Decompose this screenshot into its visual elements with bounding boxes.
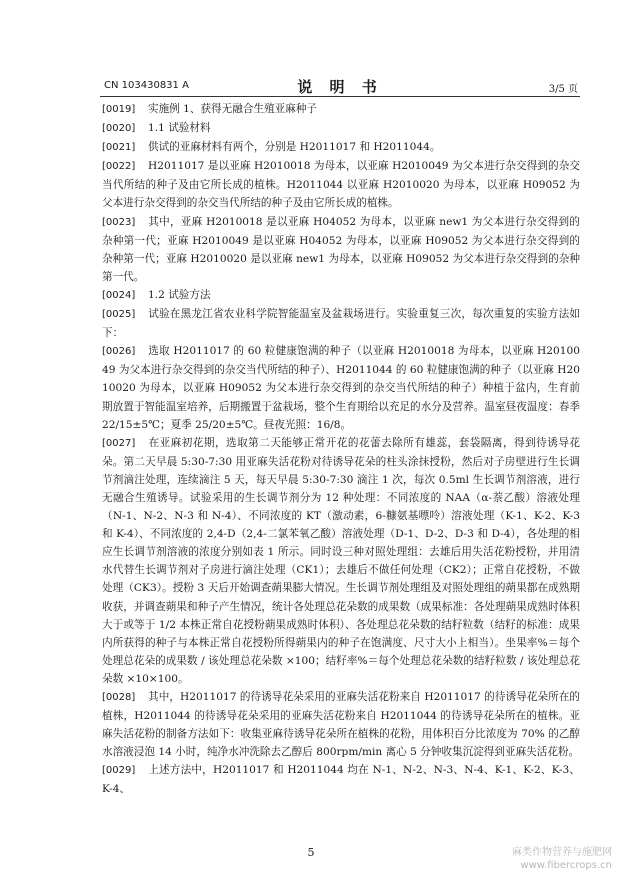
paragraph-text: 其中，H2011017 的待诱导花朵采用的亚麻失活花粉来自 H2011017 的待诱导花朵所在的植株，H2011044 的待诱导花朵采用的亚麻失活花粉来自 H2011044 的待诱导花朵所在的植株。亚麻失活花粉的制备方法如下：收集亚麻待诱导花朵所在植株的花粉，用体积百分比浓度为 70% 的乙醇水溶液浸泡 14 小时，纯净水冲洗除去乙醇后 800rpm/min 离心 5 分钟收集沉淀得到亚麻失活花粉。 <box>102 691 580 759</box>
paragraph <box>102 688 580 761</box>
document-body <box>102 100 580 799</box>
paragraph-number: [0020] <box>102 123 136 135</box>
paragraph-text: 供试的亚麻材料有两个，分别是 H2011017 和 H2011044。 <box>148 141 441 154</box>
paragraph <box>102 286 580 305</box>
paragraph-text: 实施例 1、获得无融合生殖亚麻种子 <box>148 103 318 115</box>
paragraph-number: [0019] <box>102 104 136 115</box>
watermark-line-1: 麻类作物营养与施肥网 <box>512 847 612 858</box>
page-indicator: 3/5 页 <box>548 84 578 95</box>
watermark <box>512 846 612 872</box>
paragraph-number: [0025] <box>102 309 136 321</box>
paragraph <box>102 157 580 212</box>
paragraph-number: [0027] <box>102 437 136 449</box>
paragraph <box>102 761 580 798</box>
paragraph-text: 选取 H2011017 的 60 粒健康饱满的种子（以亚麻 H2010018 为母本，以亚麻 H2010049 为父本进行杂交得到的杂交当代所结的种子）、H2011044 的 60 粒健康饱满的种子（以亚麻 H2010020 为母本，以亚麻 H09052 为父本进行杂交得到的杂交当代所结的种子）种植于盆内，生育前期放置于智能温室培养，后期搬置于盆栽场，整个生育期给以充足的水分及营养。温室昼夜温度：春季 22/15±5℃；夏季 25/20±5℃。昼夜光照：16/8。 <box>102 345 580 431</box>
paragraph <box>102 119 580 138</box>
paragraph <box>102 213 580 286</box>
paragraph-number: [0024] <box>102 289 136 301</box>
paragraph-number: [0022] <box>102 161 136 173</box>
paragraph <box>102 434 580 688</box>
page-number: 5 <box>307 846 315 859</box>
paragraph-text: H2011017 是以亚麻 H2010018 为母本，以亚麻 H2010049 为父本进行杂交得到的杂交当代所结的种子及由它所长成的植株。H2011044 以亚麻 H2010020 为母本，以亚麻 H09052 为父本进行杂交得到的杂交当代所结的种子及由它所长成的植株。 <box>102 160 580 210</box>
paragraph <box>102 305 580 342</box>
document-title: 说 明 书 <box>297 78 383 96</box>
paragraph-text: 其中，亚麻 H2010018 是以亚麻 H04052 为母本，以亚麻 new1 为父本进行杂交得到的杂种第一代；亚麻 H2010049 是以亚麻 H04052 为母本，以亚麻 H09052 为父本进行杂交得到的杂种第一代；亚麻 H2010020 是以亚麻 new1 为母本，以亚麻 H09052 为父本进行杂交得到的杂种第一代。 <box>102 215 580 283</box>
page-header <box>100 76 580 97</box>
paragraph-text: 在亚麻初花期，选取第二天能够正常开花的花蕾去除所有雄蕊，套袋隔离，得到待诱导花朵。第二天早晨 5:30-7:30 用亚麻失活花粉对待诱导花朵的柱头涂抹授粉，然后对子房壁进行生长调节剂滴注处理，连续滴注 5 天，每天早晨 5:30-7:30 滴注 1 次，每次 0.5ml 生长调节剂溶液，进行无融合生殖诱导。试验采用的生长调节剂分为 12 种处理：不同浓度的 NAA（α-萘乙酸）溶液处理（N-1、N-2、N-3 和 N-4）、不同浓度的 KT（激动素，6-糠氨基嘌呤）溶液处理（K-1、K-2、K-3 和 K-4）、不同浓度的 2,4-D（2,4-二氯苯氧乙酸）溶液处理（D-1、D-2、D-3 和 D-4），各处理的相应生长调节剂溶液的浓度分别如表 1 所示。同时设三种对照处理组：去雄后用失活花粉授粉，并用清水代替生长调节剂对子房进行滴注处理（CK1）；去雄后不做任何处理（CK2）；正常自花授粉，不做处理（CK3）。授粉 3 天后开始调查蒴果膨大情况。生长调节剂处理组及对照处理组的蒴果都在成熟期收获，并调查蒴果和种子产生情况，统计各处理总花朵数的成果数（成果标准：各处理蒴果成熟时体积大于或等于 1/2 本株正常自花授粉蒴果成熟时体积）、各处理总花朵数的结籽粒数（结籽的标准：成果内所获得的种子与本株正常自花授粉所得蒴果内的种子在饱满度、尺寸大小上相当）。坐果率%＝每个处理总花朵的成果数 / 该处理总花朵数 ×100；结籽率%＝每个处理总花朵数的结籽粒数 / 该处理总花朵数 ×10×100。 <box>102 436 580 685</box>
paragraph-number: [0029] <box>102 765 136 777</box>
paragraph-text: 1.1 试验材料 <box>148 122 211 135</box>
paragraph-number: [0028] <box>102 692 136 703</box>
watermark-line-2: www.fibercrops.cn <box>520 860 612 871</box>
paragraph-number: [0026] <box>102 346 136 358</box>
paragraph-text: 上述方法中，H2011017 和 H2011044 均在 N-1、N-2、N-3、N-4、K-1、K-2、K-3、K-4、 <box>102 764 580 796</box>
paragraph <box>102 138 580 157</box>
paragraph-number: [0021] <box>102 142 136 154</box>
paragraph-number: [0023] <box>102 216 136 228</box>
paragraph <box>102 100 580 119</box>
patent-number: CN 103430831 A <box>104 80 189 91</box>
paragraph-text: 试验在黑龙江省农业科学院智能温室及盆栽场进行。实验重复三次，每次重复的实验方法如下： <box>102 308 580 340</box>
paragraph <box>102 342 580 433</box>
paragraph-text: 1.2 试验方法 <box>148 288 211 301</box>
